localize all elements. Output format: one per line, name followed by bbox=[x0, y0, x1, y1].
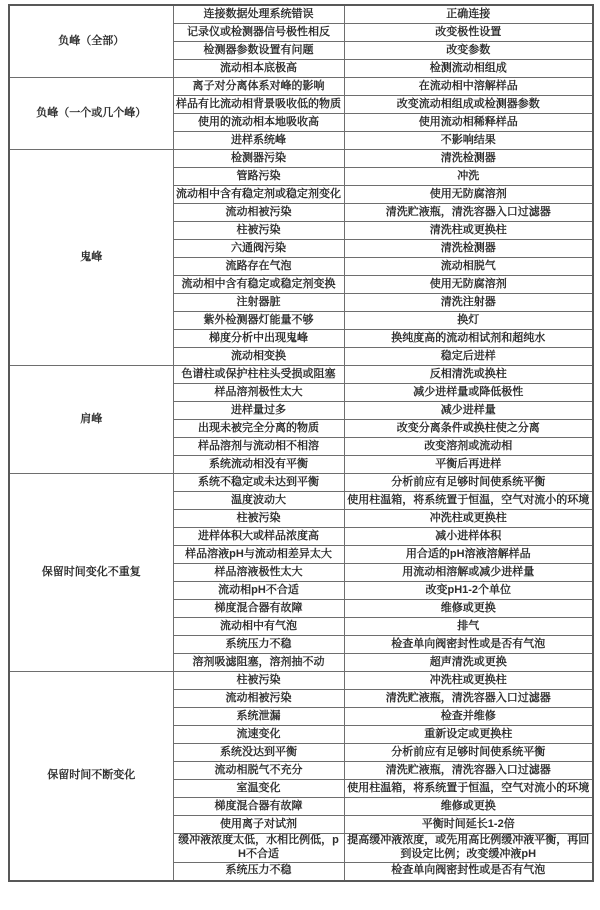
cause-cell: 柱被污染 bbox=[173, 222, 344, 240]
solution-cell: 改变pH1-2个单位 bbox=[344, 582, 593, 600]
table-row bbox=[9, 474, 593, 492]
cause-cell: 样品溶液pH与流动相差异太大 bbox=[173, 546, 344, 564]
solution-cell: 使用无防腐溶剂 bbox=[344, 276, 593, 294]
solution-cell: 减少进样量 bbox=[344, 402, 593, 420]
cause-cell: 流动相pH不合适 bbox=[173, 582, 344, 600]
category-cell: 负峰（全部） bbox=[9, 5, 173, 78]
category-cell: 负峰（一个或几个峰） bbox=[9, 78, 173, 150]
cause-cell: 离子对分离体系对峰的影响 bbox=[173, 78, 344, 96]
cause-cell: 进样系统峰 bbox=[173, 132, 344, 150]
cause-cell: 流动相中有气泡 bbox=[173, 618, 344, 636]
solution-cell: 检测流动相组成 bbox=[344, 60, 593, 78]
cause-cell: 流动相脱气不充分 bbox=[173, 762, 344, 780]
solution-cell: 稳定后进样 bbox=[344, 348, 593, 366]
cause-cell: 流动相中含有稳定剂或稳定剂变化 bbox=[173, 186, 344, 204]
solution-cell: 使用流动相稀释样品 bbox=[344, 114, 593, 132]
solution-cell: 冲洗柱或更换柱 bbox=[344, 510, 593, 528]
cause-cell: 流动相被污染 bbox=[173, 690, 344, 708]
category-cell: 鬼峰 bbox=[9, 150, 173, 366]
solution-cell: 清洗贮液瓶，清洗容器入口过滤器 bbox=[344, 690, 593, 708]
solution-cell: 清洗贮液瓶，清洗容器入口过滤器 bbox=[344, 762, 593, 780]
category-cell: 保留时间变化不重复 bbox=[9, 474, 173, 672]
cause-cell: 梯度分析中出现鬼峰 bbox=[173, 330, 344, 348]
cause-cell: 系统没达到平衡 bbox=[173, 744, 344, 762]
solution-cell: 维修或更换 bbox=[344, 600, 593, 618]
solution-cell: 减小进样体积 bbox=[344, 528, 593, 546]
cause-cell: 系统不稳定或未达到平衡 bbox=[173, 474, 344, 492]
solution-cell: 使用无防腐溶剂 bbox=[344, 186, 593, 204]
solution-cell: 排气 bbox=[344, 618, 593, 636]
solution-cell: 清洗检测器 bbox=[344, 150, 593, 168]
solution-cell: 使用柱温箱，将系统置于恒温，空气对流小的环境 bbox=[344, 492, 593, 510]
solution-cell: 换纯度高的流动相试剂和超纯水 bbox=[344, 330, 593, 348]
solution-cell: 不影响结果 bbox=[344, 132, 593, 150]
cause-cell: 记录仪或检测器信号极性相反 bbox=[173, 24, 344, 42]
cause-cell: 流动相被污染 bbox=[173, 204, 344, 222]
solution-cell: 清洗检测器 bbox=[344, 240, 593, 258]
solution-cell: 清洗贮液瓶，清洗容器入口过滤器 bbox=[344, 204, 593, 222]
solution-cell: 分析前应有足够时间使系统平衡 bbox=[344, 744, 593, 762]
solution-cell: 改变溶剂或流动相 bbox=[344, 438, 593, 456]
cause-cell: 系统压力不稳 bbox=[173, 862, 344, 881]
cause-cell: 系统流动相没有平衡 bbox=[173, 456, 344, 474]
solution-cell: 超声清洗或更换 bbox=[344, 654, 593, 672]
cause-cell: 温度波动大 bbox=[173, 492, 344, 510]
solution-cell: 改变分离条件或换柱使之分离 bbox=[344, 420, 593, 438]
cause-cell: 连接数据处理系统错误 bbox=[173, 5, 344, 24]
solution-cell: 平衡时间延长1-2倍 bbox=[344, 816, 593, 834]
cause-cell: 样品有比流动相背景吸收低的物质 bbox=[173, 96, 344, 114]
cause-cell: 流动相变换 bbox=[173, 348, 344, 366]
solution-cell: 改变参数 bbox=[344, 42, 593, 60]
cause-cell: 梯度混合器有故障 bbox=[173, 600, 344, 618]
cause-cell: 管路污染 bbox=[173, 168, 344, 186]
cause-cell: 检测器参数设置有问题 bbox=[173, 42, 344, 60]
table-row bbox=[9, 150, 593, 168]
table-row bbox=[9, 78, 593, 96]
solution-cell: 清洗柱或更换柱 bbox=[344, 222, 593, 240]
solution-cell: 平衡后再进样 bbox=[344, 456, 593, 474]
cause-cell: 缓冲液浓度太低，水相比例低，pH不合适 bbox=[173, 834, 344, 863]
solution-cell: 反相清洗或换柱 bbox=[344, 366, 593, 384]
solution-cell: 重新设定或更换柱 bbox=[344, 726, 593, 744]
cause-cell: 紫外检测器灯能量不够 bbox=[173, 312, 344, 330]
solution-cell: 维修或更换 bbox=[344, 798, 593, 816]
cause-cell: 样品溶液极性太大 bbox=[173, 564, 344, 582]
table-row bbox=[9, 5, 593, 24]
cause-cell: 使用的流动相本地吸收高 bbox=[173, 114, 344, 132]
cause-cell: 使用离子对试剂 bbox=[173, 816, 344, 834]
table-row bbox=[9, 672, 593, 690]
table-row bbox=[9, 366, 593, 384]
category-cell: 保留时间不断变化 bbox=[9, 672, 173, 881]
cause-cell: 注射器脏 bbox=[173, 294, 344, 312]
cause-cell: 进样体积大或样品浓度高 bbox=[173, 528, 344, 546]
solution-cell: 冲洗 bbox=[344, 168, 593, 186]
troubleshooting-table bbox=[8, 4, 594, 882]
cause-cell: 溶剂吸滤阻塞，溶剂抽不动 bbox=[173, 654, 344, 672]
solution-cell: 用流动相溶解或减少进样量 bbox=[344, 564, 593, 582]
solution-cell: 检查并维修 bbox=[344, 708, 593, 726]
cause-cell: 进样量过多 bbox=[173, 402, 344, 420]
cause-cell: 柱被污染 bbox=[173, 510, 344, 528]
cause-cell: 系统压力不稳 bbox=[173, 636, 344, 654]
solution-cell: 改变流动相组成或检测器参数 bbox=[344, 96, 593, 114]
solution-cell: 流动相脱气 bbox=[344, 258, 593, 276]
solution-cell: 冲洗柱或更换柱 bbox=[344, 672, 593, 690]
cause-cell: 检测器污染 bbox=[173, 150, 344, 168]
cause-cell: 梯度混合器有故障 bbox=[173, 798, 344, 816]
solution-cell: 用合适的pH溶液溶解样品 bbox=[344, 546, 593, 564]
solution-cell: 在流动相中溶解样品 bbox=[344, 78, 593, 96]
cause-cell: 系统泄漏 bbox=[173, 708, 344, 726]
solution-cell: 换灯 bbox=[344, 312, 593, 330]
cause-cell: 六通阀污染 bbox=[173, 240, 344, 258]
cause-cell: 柱被污染 bbox=[173, 672, 344, 690]
cause-cell: 流动相本底极高 bbox=[173, 60, 344, 78]
cause-cell: 流路存在气泡 bbox=[173, 258, 344, 276]
table-body bbox=[9, 5, 593, 881]
cause-cell: 样品溶剂极性太大 bbox=[173, 384, 344, 402]
cause-cell: 流动相中含有稳定或稳定剂变换 bbox=[173, 276, 344, 294]
solution-cell: 分析前应有足够时间使系统平衡 bbox=[344, 474, 593, 492]
cause-cell: 室温变化 bbox=[173, 780, 344, 798]
solution-cell: 正确连接 bbox=[344, 5, 593, 24]
solution-cell: 使用柱温箱，将系统置于恒温，空气对流小的环境 bbox=[344, 780, 593, 798]
solution-cell: 提高缓冲液浓度，或先用高比例缓冲液平衡，再回到设定比例；改变缓冲液pH bbox=[344, 834, 593, 863]
cause-cell: 色谱柱或保护柱柱头受损或阻塞 bbox=[173, 366, 344, 384]
solution-cell: 检查单向阀密封性或是否有气泡 bbox=[344, 862, 593, 881]
solution-cell: 改变极性设置 bbox=[344, 24, 593, 42]
category-cell: 肩峰 bbox=[9, 366, 173, 474]
solution-cell: 清洗注射器 bbox=[344, 294, 593, 312]
cause-cell: 出现未被完全分离的物质 bbox=[173, 420, 344, 438]
cause-cell: 样品溶剂与流动相不相溶 bbox=[173, 438, 344, 456]
solution-cell: 检查单向阀密封性或是否有气泡 bbox=[344, 636, 593, 654]
cause-cell: 流速变化 bbox=[173, 726, 344, 744]
solution-cell: 减少进样量或降低极性 bbox=[344, 384, 593, 402]
